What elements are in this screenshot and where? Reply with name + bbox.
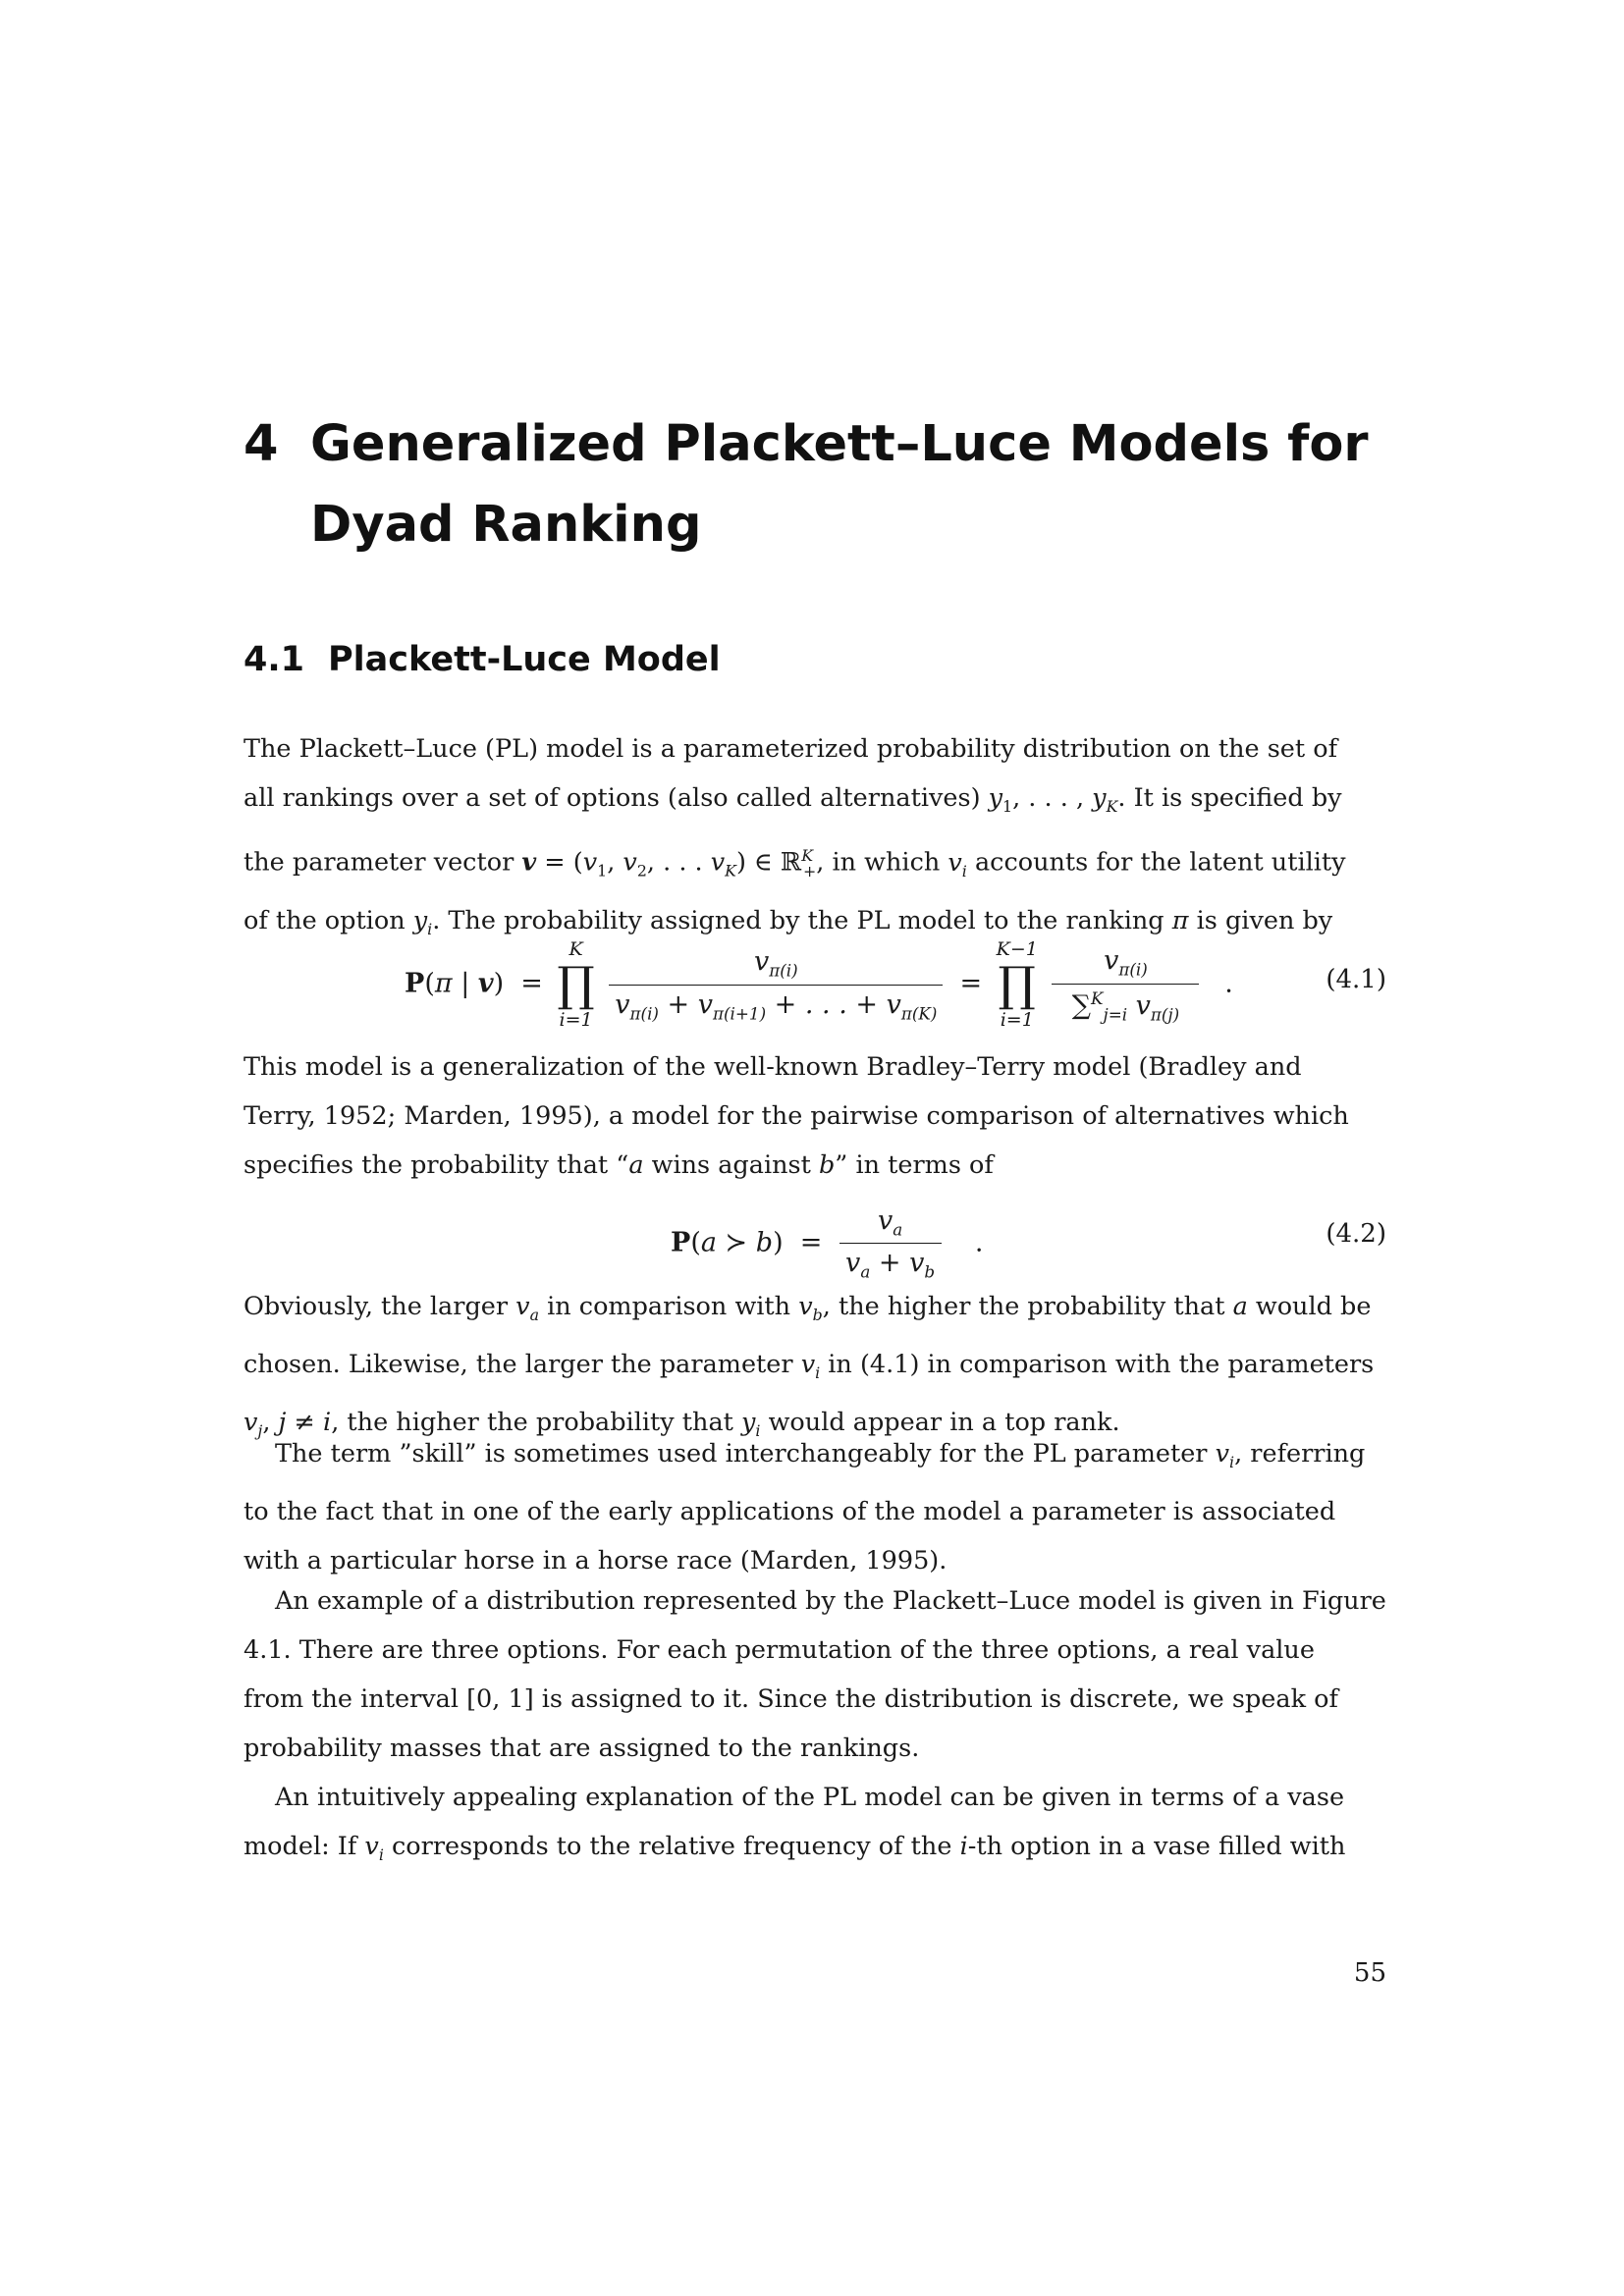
chapter-number: 4 [244,415,279,473]
paragraph-3: Obviously, the larger $v_a$ in comparison with $v_b$, the higher the probability that a would be chosen. Likewise, the larger the parameter $v_i$ in (4.1) in comparison with the parameters $v_j$, j ≠ i, the higher the probability that $y_i$ would appear in a top rank. [244,1292,1375,1441]
chapter-title-line1: Generalized Plackett–Luce Models for [310,415,1369,473]
page-number: 55 [1353,1958,1386,1988]
paragraph-5: An example of a distribution represented by the Plackett–Luce model is given in Figure 4.1. There are three options. For each permutation of the three options, a real value from the interval [0, 1] is assigned to it. Since the distribution is discrete, we speak of probability masses that are assigned to the rankings. [244,1586,1386,1763]
section-heading [244,640,721,679]
section-number: 4.1 [244,640,305,679]
paragraph-2: This model is a generalization of the well-known Bradley–Terry model (Bradley and Terry, 1952; Marden, 1995), a model for the pairwise comparison of alternatives which specifies the probability that “a wins against b” in terms of [244,1052,1349,1180]
paragraph-1: The Plackett–Luce (PL) model is a parameterized probability distribution on the set of all rankings over a set of options (also called alternatives) $y_1$, . . . , $y_K$. It is specified by the parameter vector $v = (v_1$, $v_2$, . . . $v_K$) ∈ ℝ$^K_+$, in which $v_i$ accounts for the latent utility of the option $y_i$. The probability assigned by the PL model to the ranking π is given by [244,734,1346,938]
equation-4-1: P(π | v) = K ∏ i=1 $\frac{v_{\pi(i)}}{v_{\pi(i)} + v_{\pi(i+1)} + . . . + v_{\pi(K)}}$ = K−1 ∏ i=1 $\frac{v_{\pi(i)}}{\sum^K_{j=i} v_{\pi(j)}}$ . [405,938,1233,1031]
equation-number-4-1: (4.1) [1326,965,1386,994]
equation-number-4-2: (4.2) [1326,1219,1386,1249]
paragraph-4: The term ”skill” is sometimes used interchangeably for the PL parameter $v_i$, referring to the fact that in one of the early applications of the model a parameter is associated with a particular horse in a horse race (Marden, 1995). [244,1439,1366,1576]
section-title: Plackett-Luce Model [328,640,721,679]
paragraph-6: An intuitively appealing explanation of the PL model can be given in terms of a vase model: If $v_i$ corresponds to the relative frequency of the i-th option in a vase filled with [244,1783,1346,1865]
equation-4-2: P(a ≻ b) = $\frac{v_a}{v_a + v_b}$ . [671,1205,984,1282]
chapter-title-line2: Dyad Ranking [310,496,702,554]
